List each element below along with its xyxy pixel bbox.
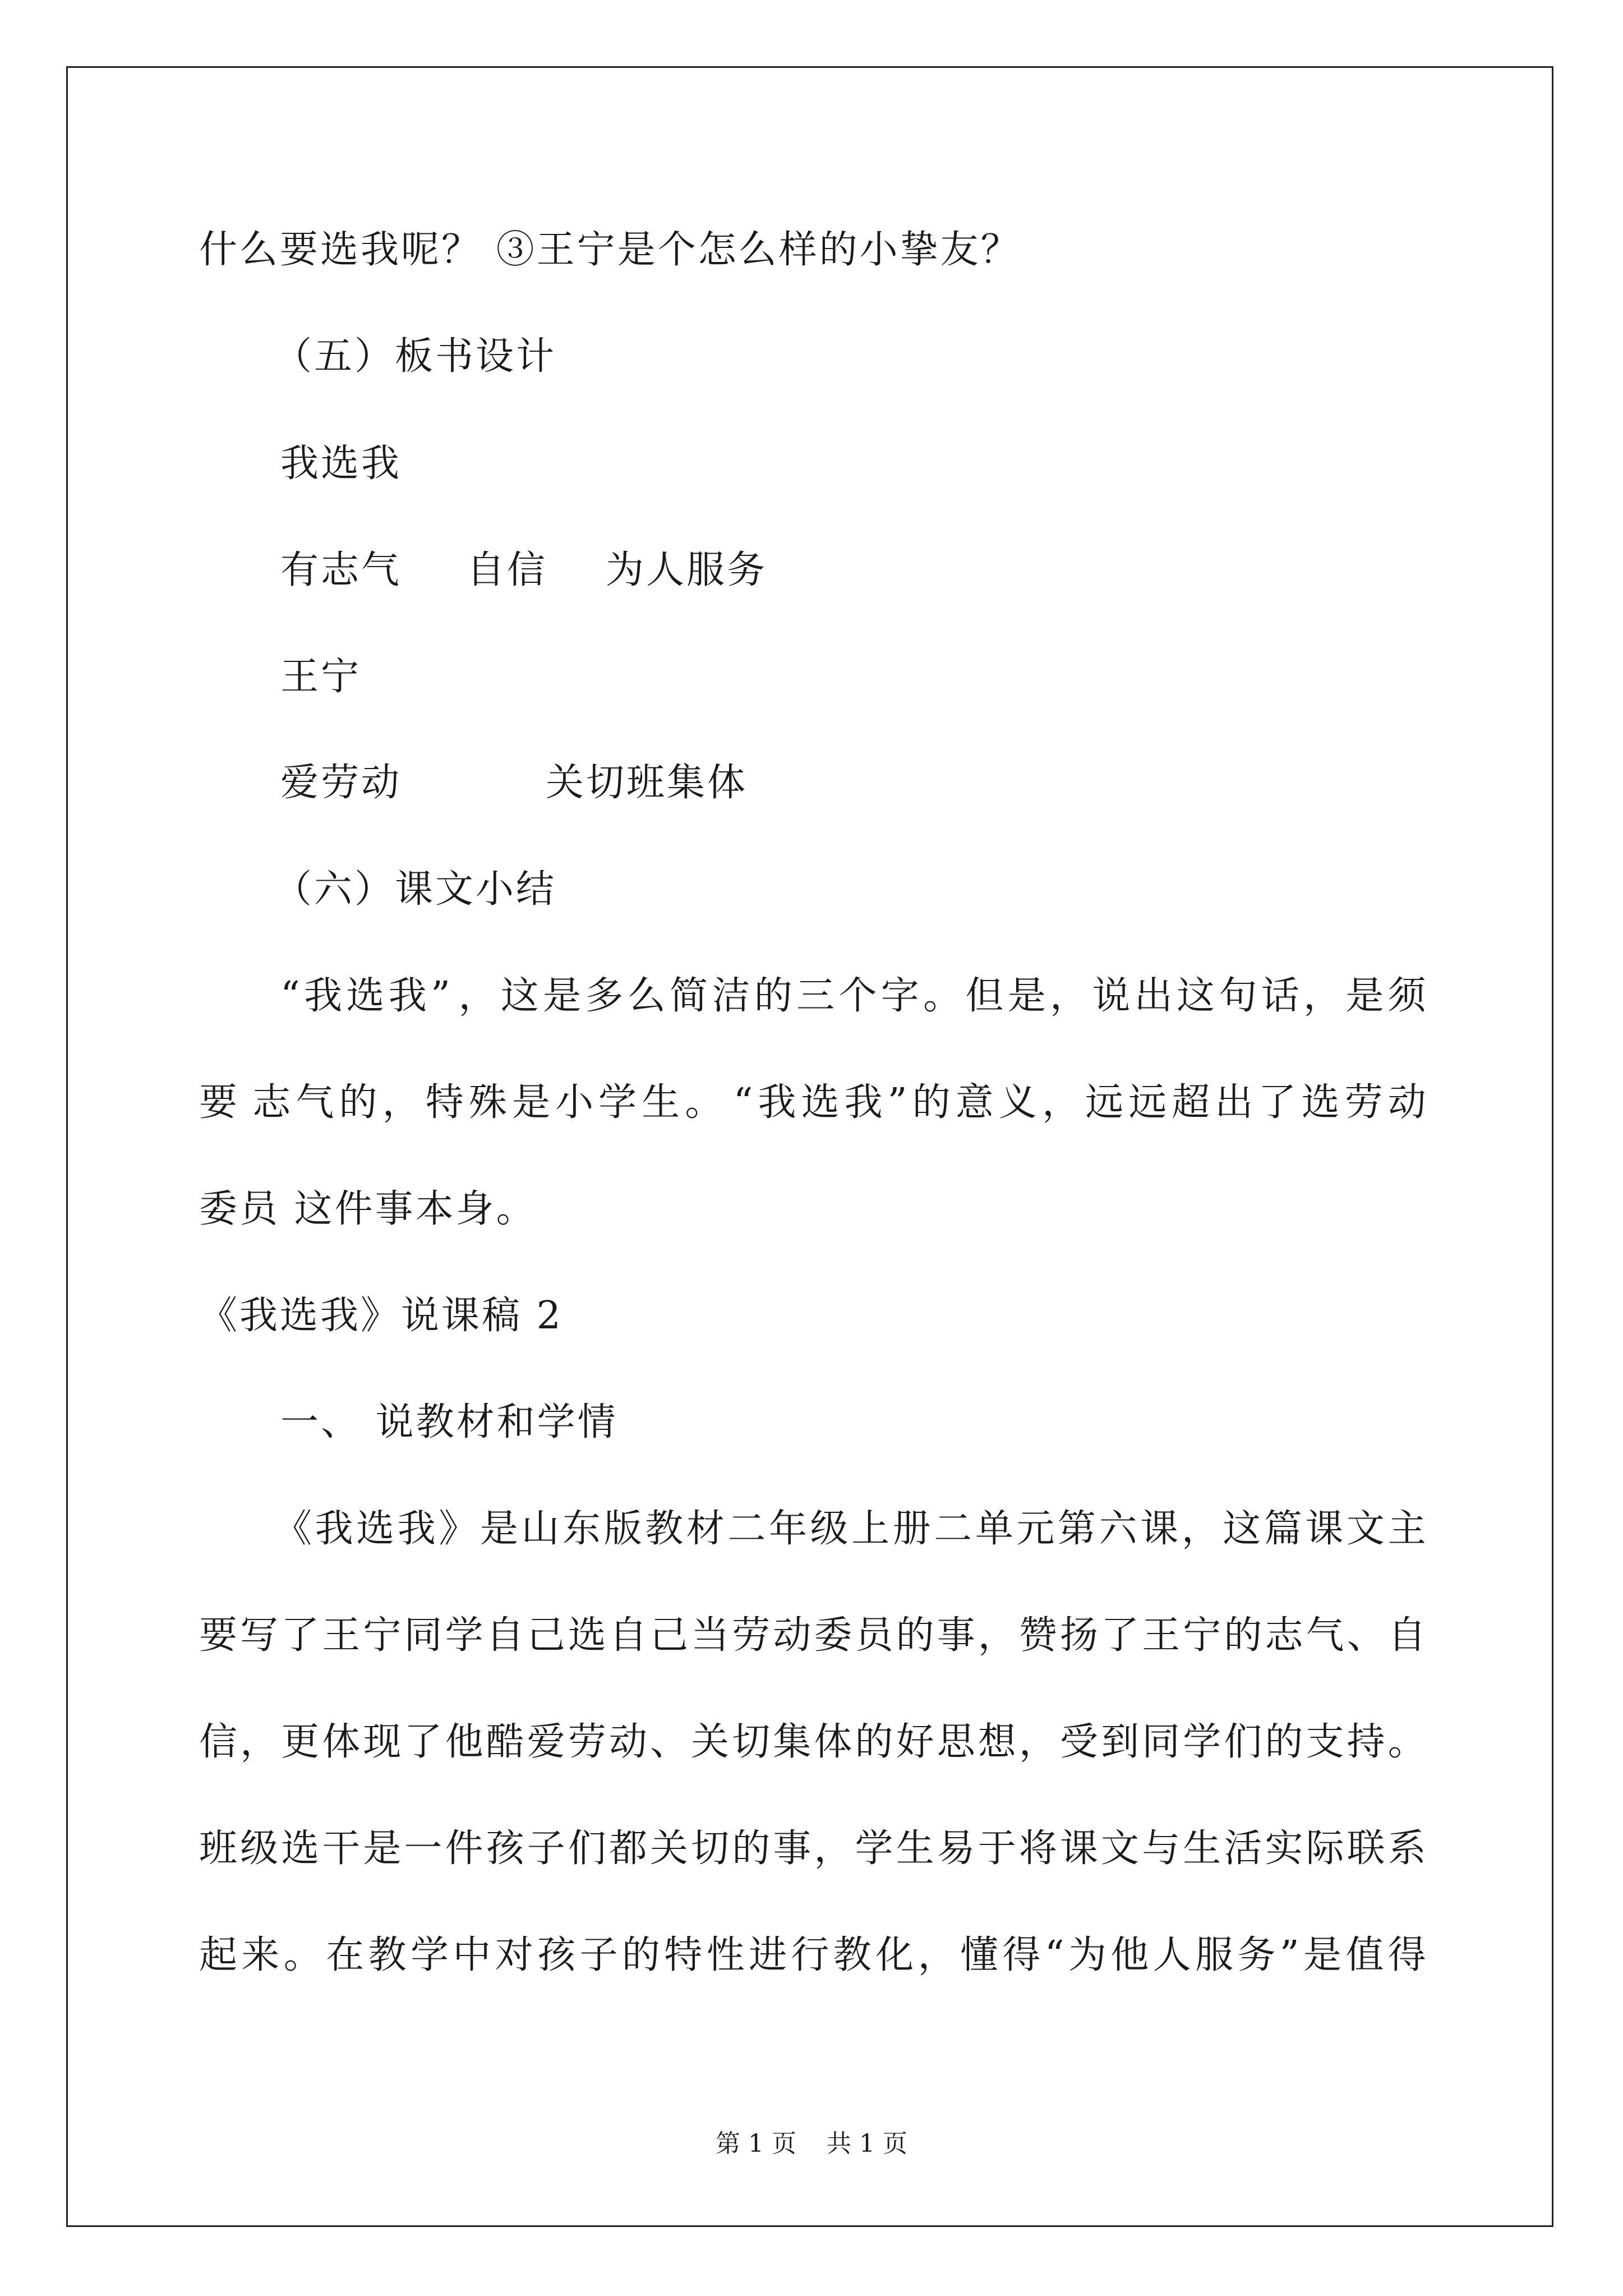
section-heading-board-design: （五）板书设计 [274, 334, 557, 379]
board-item-service: 为人服务 [606, 548, 768, 592]
board-item-confidence: 自信 [467, 548, 548, 592]
board-name: 王宁 [280, 655, 362, 699]
paragraph-line: 信 ， 更 体 现 了 他 酷 爱 劳 动 、 关 切 集 体 的 好 思 想 ， 受 到 同 学 们 的 支 持 。 [199, 1720, 1426, 1764]
board-item-care-class: 关切班集体 [546, 761, 748, 805]
page-border [66, 66, 1553, 2227]
page-number: 第 1 页 [716, 2129, 796, 2158]
paragraph-line: 《 我 选 我 》 是 山 东 版 教 材 二 年 级 上 册 二 单 元 第 六 课 ， 这 篇 课 文 主 [274, 1507, 1426, 1551]
board-item-ambition: 有志气 [280, 548, 402, 592]
paragraph-line: 委员 这件事本身。 [199, 1187, 537, 1231]
text-line-1: 什么要选我呢？ ③王宁是个怎么样的小挚友？ [199, 228, 1021, 272]
paragraph-line: “ 我 选 我 ” ， 这 是 多 么 简 洁 的 三 个 字 。 但 是 ， 说 出 这 句 话 ， 是 须 [280, 974, 1426, 1018]
section-heading-summary: （六）课文小结 [274, 867, 557, 912]
page-footer [0, 2129, 1623, 2158]
board-title: 我选我 [280, 441, 402, 486]
paragraph-line: 班 级 选 干 是 一 件 孩 子 们 都 关 切 的 事 ， 学 生 易 于 将 课 文 与 生 活 实 际 联 系 [199, 1826, 1426, 1871]
paragraph-line: 要 志 气 的 ， 特 殊 是 小 学 生 。 “ 我 选 我 ” 的 意 义 ， 远 远 超 出 了 选 劳 动 [199, 1080, 1426, 1125]
board-item-labor: 爱劳动 [280, 761, 402, 805]
paragraph-line: 要 写 了 王 宁 同 学 自 己 选 自 己 当 劳 动 委 员 的 事 ， 赞 扬 了 王 宁 的 志 气 、 自 [199, 1613, 1426, 1658]
document-title-2: 《我选我》说课稿 2 [199, 1294, 563, 1338]
section-heading-textbook: 一、 说教材和学情 [280, 1400, 618, 1444]
page-total: 共 1 页 [827, 2129, 907, 2158]
paragraph-line: 起 来 。 在 教 学 中 对 孩 子 的 特 性 进 行 教 化 ， 懂 得 “ 为 他 人 服 务 ” 是 值 得 [199, 1933, 1426, 1977]
